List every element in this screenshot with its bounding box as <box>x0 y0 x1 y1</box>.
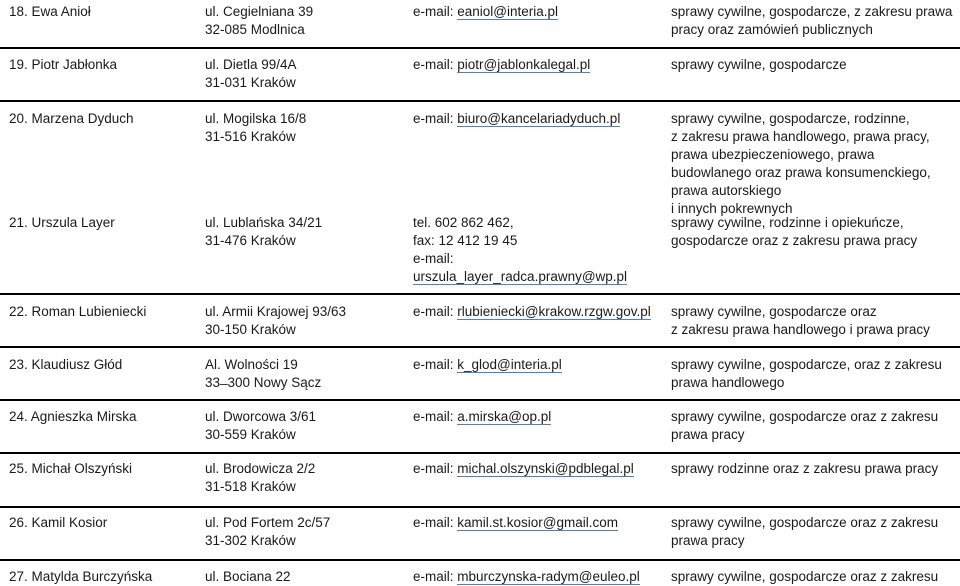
address-line: ul. Brodowicza 2/2 <box>205 461 316 476</box>
practice-area-line: sprawy cywilne, gospodarcze, rodzinne, <box>671 111 910 126</box>
contact-label: tel. 602 862 462, <box>413 215 514 230</box>
practice-area-line: prawa autorskiego <box>671 183 782 198</box>
contact-info <box>413 568 663 586</box>
email-link[interactable]: a.mirska@op.pl <box>457 409 552 424</box>
practice-areas <box>671 303 956 339</box>
address-line: Al. Wolności 19 <box>205 357 298 372</box>
contact-line <box>413 268 663 286</box>
contact-line <box>413 232 663 250</box>
lawyer-name <box>9 408 199 426</box>
contact-info <box>413 408 663 426</box>
lawyer-name <box>9 214 199 232</box>
lawyer-name-text: 21. Urszula Layer <box>9 215 115 230</box>
address-line: ul. Armii Krajowej 93/63 <box>205 304 347 319</box>
practice-area-line: prawa handlowego <box>671 375 785 390</box>
address-line: 30-150 Kraków <box>205 322 296 337</box>
contact-label: e-mail: <box>413 251 454 266</box>
email-link[interactable]: rlubieniecki@krakow.rzgw.gov.pl <box>457 304 651 319</box>
row-divider <box>0 47 960 49</box>
contact-info <box>413 356 663 374</box>
row-divider <box>0 506 960 508</box>
lawyer-name <box>9 3 199 21</box>
address-line: ul. Dworcowa 3/61 <box>205 409 317 424</box>
lawyer-name-text: 24. Agnieszka Mirska <box>9 409 137 424</box>
address-line: 32-085 Modlnica <box>205 22 305 37</box>
address <box>205 303 385 339</box>
address-line: ul. Lublańska 34/21 <box>205 215 323 230</box>
practice-area-line: prawa ubezpieczeniowego, prawa <box>671 147 875 162</box>
contact-info <box>413 56 663 74</box>
lawyer-name-text: 27. Matylda Burczyńska <box>9 569 153 584</box>
practice-area-line: sprawy cywilne, gospodarcze, oraz z zakresu <box>671 357 942 372</box>
contact-info <box>413 3 663 21</box>
address <box>205 514 385 550</box>
practice-areas <box>671 408 956 444</box>
contact-info <box>413 214 663 286</box>
lawyer-name-text: 25. Michał Olszyński <box>9 461 133 476</box>
row-divider <box>0 346 960 348</box>
address-line: 33 ̶ 300 Nowy Sącz <box>205 375 322 390</box>
address-line: ul. Pod Fortem 2c/57 <box>205 515 331 530</box>
email-link[interactable]: urszula_layer_radca.prawny@wp.pl <box>413 269 628 284</box>
address-line: 31-031 Kraków <box>205 75 296 90</box>
row-divider <box>0 399 960 401</box>
practice-area-line: sprawy cywilne, gospodarcze oraz z zakresu <box>671 409 939 424</box>
row-divider <box>0 559 960 561</box>
contact-line <box>413 408 663 426</box>
contact-info <box>413 110 663 128</box>
practice-area-line: pracy oraz zamówień publicznych <box>671 22 873 37</box>
contact-line <box>413 110 663 128</box>
address <box>205 214 385 250</box>
contact-label: e-mail: <box>413 461 458 476</box>
address-line: 31-476 Kraków <box>205 233 296 248</box>
row-divider <box>0 293 960 295</box>
lawyer-name-text: 26. Kamil Kosior <box>9 515 108 530</box>
contact-line <box>413 460 663 478</box>
contact-line <box>413 3 663 21</box>
contact-label: e-mail: <box>413 515 458 530</box>
email-link[interactable]: piotr@jablonkalegal.pl <box>457 57 591 72</box>
practice-area-line: sprawy cywilne, gospodarcze oraz <box>671 304 877 319</box>
contact-line <box>413 56 663 74</box>
email-link[interactable]: eaniol@interia.pl <box>457 4 559 19</box>
contact-label: e-mail: <box>413 57 458 72</box>
lawyer-name <box>9 303 199 321</box>
practice-area-line: sprawy cywilne, gospodarcze <box>671 57 847 72</box>
practice-areas <box>671 3 956 39</box>
email-link[interactable]: michal.olszynski@pdblegal.pl <box>457 461 634 476</box>
practice-areas <box>671 460 956 478</box>
address <box>205 56 385 92</box>
contact-label: e-mail: <box>413 111 458 126</box>
lawyer-name-text: 22. Roman Lubieniecki <box>9 304 147 319</box>
lawyer-name-text: 18. Ewa Anioł <box>9 4 91 19</box>
contact-info <box>413 514 663 532</box>
lawyer-name <box>9 56 199 74</box>
practice-area-line: prawa pracy <box>671 533 745 548</box>
contact-line <box>413 214 663 232</box>
lawyer-name <box>9 356 199 374</box>
email-link[interactable]: k_glod@interia.pl <box>457 357 562 372</box>
email-link[interactable]: mburczynska-radym@euleo.pl <box>457 569 640 584</box>
contact-info <box>413 303 663 321</box>
practice-area-line: prawa pracy <box>671 427 745 442</box>
practice-area-line: sprawy cywilne, gospodarcze oraz z zakresu <box>671 569 939 584</box>
practice-area-line: i innych pokrewnych <box>671 201 793 216</box>
contact-label: e-mail: <box>413 409 458 424</box>
practice-area-line: z zakresu prawa handlowego i prawa pracy <box>671 322 930 337</box>
address-line: 30-559 Kraków <box>205 427 296 442</box>
practice-areas <box>671 514 956 550</box>
contact-line <box>413 303 663 321</box>
address <box>205 3 385 39</box>
practice-areas <box>671 56 956 74</box>
address-line: ul. Cegielniana 39 <box>205 4 314 19</box>
practice-area-line: z zakresu prawa handlowego, prawa pracy, <box>671 129 930 144</box>
contact-line <box>413 514 663 532</box>
lawyer-name-text: 19. Piotr Jabłonka <box>9 57 118 72</box>
practice-areas <box>671 214 956 250</box>
contact-label: fax: 12 412 19 45 <box>413 233 518 248</box>
contact-label: e-mail: <box>413 4 458 19</box>
practice-area-line: budowlanego oraz prawa konsumenckiego, <box>671 165 931 180</box>
lawyer-name-text: 20. Marzena Dyduch <box>9 111 134 126</box>
practice-area-line: sprawy cywilne, rodzinne i opiekuńcze, <box>671 215 904 230</box>
contact-line <box>413 250 663 268</box>
lawyer-name <box>9 460 199 478</box>
address-line: ul. Dietla 99/4A <box>205 57 297 72</box>
contact-line <box>413 568 663 586</box>
address <box>205 460 385 496</box>
lawyer-name <box>9 110 199 128</box>
row-divider <box>0 100 960 102</box>
lawyer-name <box>9 568 199 586</box>
address-line: ul. Mogilska 16/8 <box>205 111 307 126</box>
contact-label: e-mail: <box>413 357 458 372</box>
address <box>205 356 385 392</box>
address-line: 31-302 Kraków <box>205 533 296 548</box>
lawyer-name-text: 23. Klaudiusz Głód <box>9 357 123 372</box>
address <box>205 110 385 146</box>
address <box>205 408 385 444</box>
practice-area-line: sprawy cywilne, gospodarcze oraz z zakresu <box>671 515 939 530</box>
lawyer-name <box>9 514 199 532</box>
contact-line <box>413 356 663 374</box>
practice-area-line: sprawy rodzinne oraz z zakresu prawa pracy <box>671 461 939 476</box>
practice-areas <box>671 356 956 392</box>
contact-label: e-mail: <box>413 304 458 319</box>
address <box>205 568 385 586</box>
contact-info <box>413 460 663 478</box>
practice-areas <box>671 568 956 586</box>
practice-area-line: sprawy cywilne, gospodarcze, z zakresu prawa <box>671 4 953 19</box>
address-line: ul. Bociana 22 <box>205 569 291 584</box>
address-line: 31-516 Kraków <box>205 129 296 144</box>
practice-area-line: gospodarcze oraz z zakresu prawa pracy <box>671 233 918 248</box>
email-link[interactable]: biuro@kancelariadyduch.pl <box>457 111 621 126</box>
practice-areas <box>671 110 956 218</box>
contact-label: e-mail: <box>413 569 458 584</box>
row-divider <box>0 452 960 454</box>
email-link[interactable]: kamil.st.kosior@gmail.com <box>457 515 618 530</box>
address-line: 31-518 Kraków <box>205 479 296 494</box>
